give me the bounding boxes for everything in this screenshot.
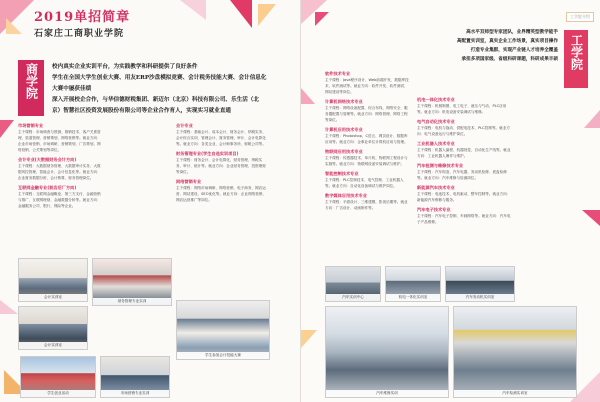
left-intro-line: 校内真实企业实训平台，为实践教学和科研提供了良好条件 [52,64,198,70]
right-column-2 [417,96,513,228]
program-section [417,162,513,181]
deco-triangle [230,0,252,28]
program-section [18,122,102,153]
photo-caption: 汽车维修实训 [326,390,448,397]
program-body: 主干课程：传感器技术、单片机、物联网工程设计与实施等。就业方向：物联网设备安装调试与维护。 [325,156,408,166]
deco-triangle [584,110,600,128]
program-section [325,98,409,123]
left-intro-line: 京）智慧社区投资发展股份有限公司等企业合作育人，实现实习就业直通 [52,108,232,114]
left-column-2 [176,122,268,206]
photo-caption: 财务管理专业实训 [93,298,171,305]
right-intro [388,28,558,64]
photo-lab [385,266,441,302]
program-body: 主干课程：平面设计、三维建模、影视后期等。就业方向：广告设计、动画制作等。 [325,200,408,210]
photo-competition [176,300,270,360]
program-body: 主干课程：Java程序设计、Web前端开发、数据库技术、软件测试等。就业方向：软件开发、软件测试、网站建设等岗位。 [325,78,409,94]
section-tagline: 工学院介绍 [566,12,594,22]
program-section [325,148,409,167]
program-section [325,70,409,95]
program-title: 新能源汽车技术专业 [417,185,455,190]
program-title: 计算机应用技术专业 [325,127,363,132]
right-intro-line: 高水平双师型专家团队，业界精英型教学能手 [466,30,558,35]
deco-triangle [0,300,18,314]
program-title: 机电一体化技术专业 [417,97,455,102]
program-title: 智能控制技术专业 [325,171,359,176]
program-title: 数字媒体应用技术专业 [325,193,367,198]
program-body: 主干课程：市场调查与预测、推销技术、客户关系管理、渠道管理、营销策划、网络营销等。就业方向：企业市场营销、市场调研、营销策划、广告策划、网络营销、公关策划等岗位。 [18,130,101,152]
brochure-header [34,6,194,39]
program-title: 软件技术专业 [325,71,351,76]
left-intro-line: 深入开展校企合作，与华信德财税集团、新迈尔（北京）科技有限公司、乐生活（北 [52,97,259,103]
program-title: 电气自动化技术专业 [417,119,455,124]
deco-triangle [301,330,317,348]
photo-classroom [18,258,88,302]
photo-classroom [18,306,88,350]
header-school-name: 石家庄工商职业学院 [34,29,125,39]
program-body: 主干课程：机器人编程、机器视觉、自动化生产线等。就业方向：工业机器人操作与维护。 [417,148,511,158]
program-title: 市场营销专业 [18,123,44,128]
photo-caption: 市场营销专业实训 [101,390,169,397]
deco-triangle [0,120,14,138]
photo-caption: 会计实训室 [19,342,87,349]
program-section [176,178,268,203]
program-body: 主干课程：Photoshop、C语言、网页设计、数据库应用等。就业方向：企事业单位计算机应用与管理。 [325,134,408,144]
right-intro-line: 打造专业集群，实现产业链人才培养全覆盖 [470,48,558,53]
program-body: 主干课程：电池技术、电机驱动、整车控制等。就业方向：新能源汽车维修与服务。 [417,192,511,202]
left-vertical-title-text: 商学院 [24,63,39,99]
program-title: 网络营销专业 [176,179,202,184]
program-title: 互联网金融专业(前店后厂方向) [18,185,77,190]
program-title: 计算机网络技术专业 [325,99,363,104]
program-title: 会计专业 [176,123,193,128]
program-title: 物联网应用技术专业 [325,149,363,154]
program-title: 财务管理专业(学生自选实训项目) [176,151,239,156]
deco-triangle [315,12,329,26]
left-intro-line: 学生在全国大学生创业大赛、用友ERP沙盘模拟竞赛、会计税务技能大赛、会计信息化 [52,75,267,81]
program-body: 主干课程：网络设备配置、综合布线、网络安全、服务器配置与管理等。就业方向：网络管理、网络工程等岗位。 [325,106,408,122]
left-column-1 [18,122,102,212]
program-body: 主干课程：大数据财务管理、大数据审计实务、大数据风控管理、智能会计、会计信息化等。就业方向：企业财务数据分析、会计核算、财务管理岗位。 [18,164,101,180]
program-section [417,184,513,203]
photo-caption: 会计实训室 [19,294,87,301]
program-section [417,206,513,225]
program-section [325,126,409,145]
photo-caption: 汽车实训中心 [326,294,380,301]
program-section [325,170,409,189]
photo-caption: 机电一体化实训室 [386,294,440,301]
program-title: 工业机器人技术专业 [417,141,455,146]
program-body: 主干课程：基础会计、成本会计、财务会计、纳税实务、会计综合实训、管理会计、财务管理、审计、会计电算化等。就业方向：各类企业、会计师事务所、财税公司等。 [176,130,266,146]
photo-caption: 学生创业活动 [21,390,95,397]
program-section [176,122,268,147]
program-body: 主干课程：汽车构造、汽车电器、发动机检修、底盘检修等。就业方向：汽车维修与检测岗位。 [417,170,507,180]
left-vertical-title [18,60,44,116]
deco-triangle [582,210,600,226]
program-title: 汽车电子技术专业 [417,207,451,212]
program-title: 会计专业(大数据财务会计方向) [18,157,77,162]
photo-caption: 学生参加会计技能大赛 [177,352,269,359]
program-title: 汽车检测与维修技术专业 [417,163,464,168]
program-body: 主干课程：财务会计、会计电算化、财务管理、纳税实务、审计、统计等。就业方向：企业财务管理、投资理财等岗位。 [176,158,266,174]
deco-triangle [6,18,22,34]
photo-repair [325,306,449,398]
left-intro-line: 大赛中屡获佳绩 [52,86,92,92]
photo-engine [445,266,515,302]
program-body: 主干课程：PLC控制技术、电气控制、工业机器人等。就业方向：自动化设备调试与维护岗位。 [325,178,404,188]
right-intro-line: 承担多项国家级、省级科研课题，科研成果丰硕 [461,57,558,62]
right-column-1 [325,70,409,214]
header-year-title: 2019单招简章 [34,10,131,25]
program-body: 主干课程：互联网金融概论、第三方支付、金融营销与推广、互联网理财、金融数据分析等。就业方向：金融服务公司、银行、保险等企业。 [18,192,101,208]
photo-inspection [453,306,577,398]
program-body: 主干课程：机械制图、电工电子、液压与气动、PLC应用等。就业方向：机电设备安装调试与维修。 [417,104,507,114]
right-vertical-title [564,30,588,88]
program-section [417,96,513,115]
program-section [417,140,513,159]
left-intro [52,62,292,117]
program-body: 主干课程：汽车电子控制、车载网络等。就业方向：汽车电子产品维修。 [417,214,511,224]
program-section [417,118,513,137]
photo-auto-center [325,266,381,302]
program-section [18,156,102,181]
program-section [176,150,268,175]
right-vertical-title-text: 工学院 [569,34,584,70]
photo-caption: 汽车检测实训室 [454,390,576,397]
right-page [300,0,600,402]
photo-caption: 汽车发动机实训室 [446,294,514,301]
right-intro-line: 高配置实训室，真实企业工作场景，真实项目操作 [456,39,558,44]
program-body: 主干课程：电机与拖动、供配电技术、PLC控制等。就业方向：电气设备运行与维护岗位。 [417,126,510,136]
photo-activity [20,356,96,398]
photo-training [92,258,172,306]
photo-marketing [100,356,170,398]
deco-triangle [301,88,315,104]
program-section [18,184,102,209]
program-section [325,192,409,211]
program-body: 主干课程：网络市场调研、网络营销、电子商务、网店运营、网站建设、SEO优化等。就业方向：企业网络营销、网店运营推广等岗位。 [176,186,267,202]
deco-triangle [258,4,276,26]
